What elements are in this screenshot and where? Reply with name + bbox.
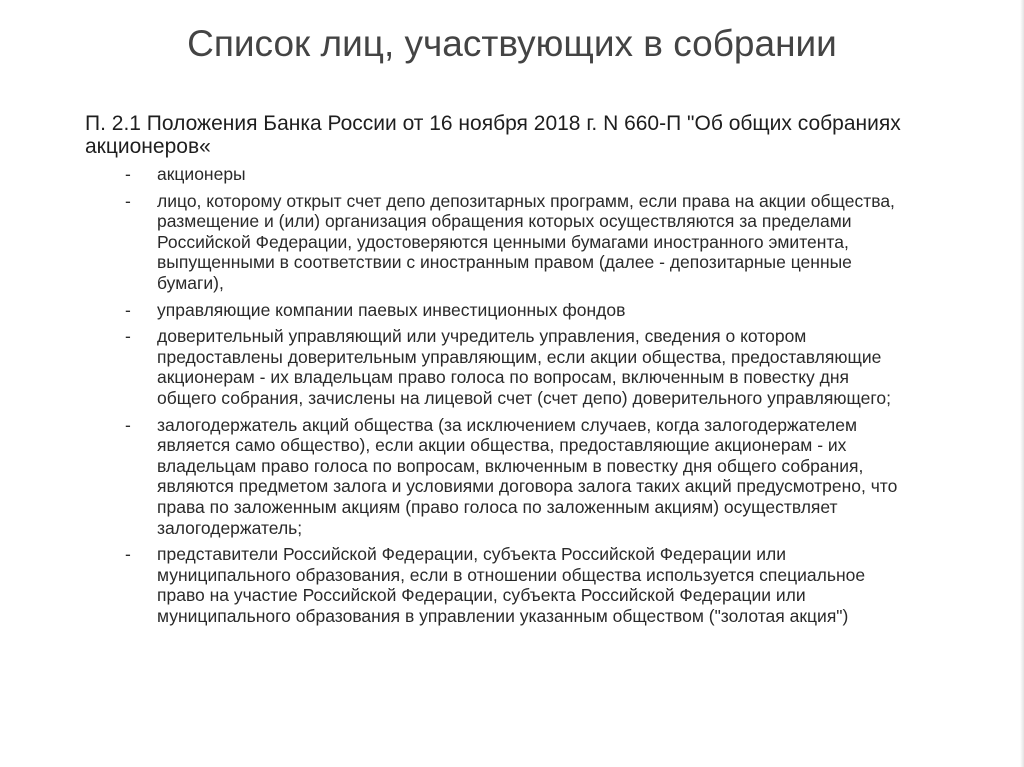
list-item [125,544,905,626]
slide-content [85,112,905,632]
slide-edge-shadow [1020,0,1024,767]
dash-bullet: - [125,190,131,211]
slide-title: Список лиц, участвующих в собрании [187,23,837,64]
list-item [125,326,905,408]
list-item [125,300,905,321]
dash-bullet: - [125,414,131,435]
list-item [125,164,905,185]
dash-bullet: - [125,299,131,320]
participants-list [85,164,905,626]
list-item-text: управляющие компании паевых инвестиционных фондов [157,299,626,320]
dash-bullet: - [125,326,131,347]
list-item-text: доверительный управляющий или учредитель управления, сведения о котором предоставлены доверительным управляющим, если акции общества, предоставляющие акционерам - их владельцам право голоса по вопросам, включенным в повестку дня общего собрания, зачислены на лицевой счет (счет депо) доверительного управляющего; [157,326,892,408]
list-item-text: лицо, которому открыт счет депо депозитарных программ, если права на акции общества, размещение и (или) организация обращения которых осуществляются за пределами Российской Федерации, удостоверяются ценными бумагами иностранного эмитента, выпущенными в соответствии с иностранным правом (далее - депозитарные ценные бумаги), [157,190,895,293]
intro-paragraph: П. 2.1 Положения Банка России от 16 ноября 2018 г. N 660-П "Об общих собраниях акционеров« [85,112,901,158]
list-item-text: акционеры [157,164,246,184]
dash-bullet: - [125,544,131,565]
dash-bullet: - [125,164,131,184]
list-item [125,415,905,539]
list-item-text: представители Российской Федерации, субъекта Российской Федерации или муниципального образования, если в отношении общества используется специальное право на участие Российской Федерации, субъекта Российской Федерации или муниципального образования в управлении указанным обществом ("золотая акция") [157,544,866,626]
list-item [125,191,905,294]
list-item-text: залогодержатель акций общества (за исключением случаев, когда залогодержателем является само общество), если акции общества, предоставляющие акционерам - их владельцам право голоса по вопросам, включенным в повестку дня общего собрания, являются предметом залога и условиями договора залога таких акций предусмотрено, что права по заложенным акциям (право голоса по заложенным акциям) осуществляет залогодержатель; [157,414,898,538]
